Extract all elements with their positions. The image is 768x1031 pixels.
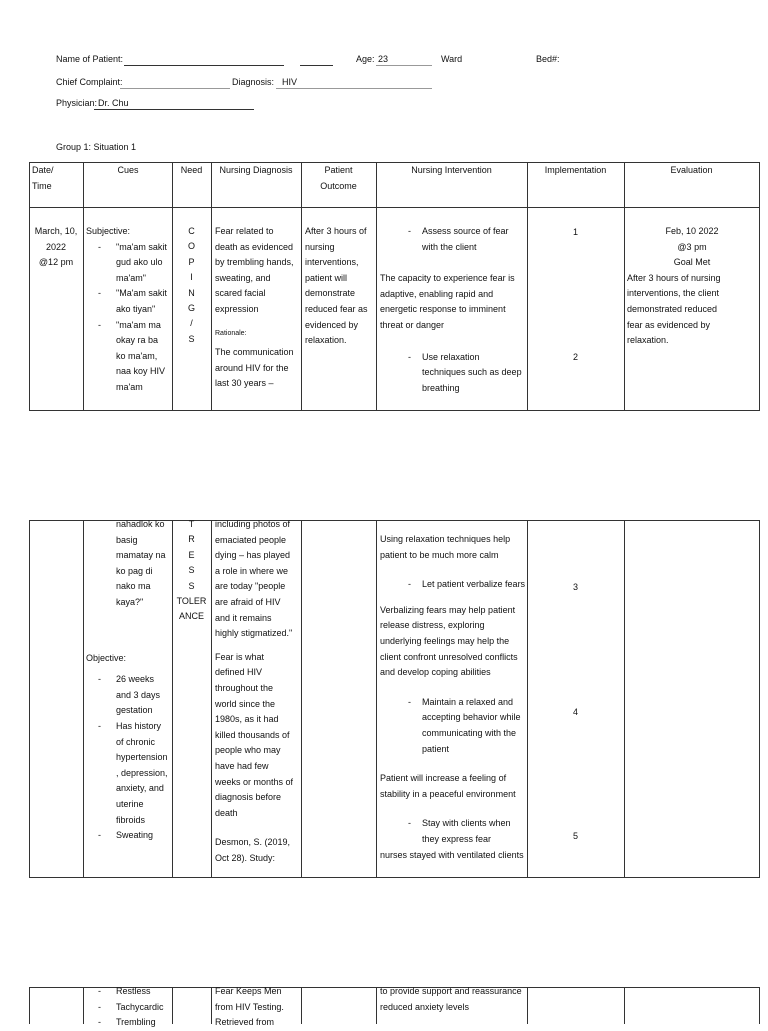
diagnosis-line: throughout the <box>215 682 274 693</box>
rationale-line: reduced anxiety levels <box>380 1001 470 1012</box>
cue-line: - "ma'am ma <box>86 318 172 334</box>
cue-line: - Sweating <box>86 828 172 844</box>
evaluation-line: fear as evidenced by <box>627 319 711 330</box>
diagnosis-value: HIV <box>282 77 298 87</box>
header-cues: Cues <box>117 165 139 175</box>
date-time-cell <box>29 224 83 271</box>
outcome-line: nursing <box>305 241 335 252</box>
intervention-line: - Stay with clients when <box>380 816 527 832</box>
rule <box>624 162 625 410</box>
header-need: Need <box>180 165 203 175</box>
diagnosis-line: death <box>215 807 238 818</box>
rule <box>172 987 173 1024</box>
physician-value: Dr. Chu <box>98 98 129 108</box>
outcome-line: reduced fear as <box>305 303 368 314</box>
diagnosis-line: expression <box>215 303 259 314</box>
subjective-title: Subjective: <box>86 226 131 236</box>
header-nursing-diagnosis: Nursing Diagnosis <box>219 165 293 175</box>
rule <box>29 520 30 877</box>
rule <box>211 162 212 410</box>
rationale-line: underlying feelings may help the <box>380 635 510 646</box>
need-letter: ANCE <box>178 611 204 622</box>
cue-line: gestation <box>116 705 153 716</box>
evaluation-line: Feb, 10 2022 <box>665 226 719 236</box>
intervention-line: communicating with the <box>422 727 517 738</box>
cue-line: uterine <box>116 798 144 809</box>
rule <box>301 987 302 1024</box>
cue-line: anxiety, and <box>116 783 164 794</box>
cue-line: mamatay na <box>116 550 166 561</box>
cue-line: - Tachycardic <box>86 1000 172 1016</box>
diagnosis-line: from HIV Testing. <box>215 1001 284 1012</box>
rationale-line: energetic response to imminent <box>380 304 506 315</box>
cue-line: kaya?" <box>116 596 144 607</box>
need-letter: E <box>188 549 195 560</box>
intervention-line: - Assess source of fear <box>380 224 527 240</box>
diagnosis-line: scared facial <box>215 288 266 299</box>
intervention-line: techniques such as deep <box>422 367 522 378</box>
need-letter: I <box>190 272 193 283</box>
implementation-number: 4 <box>572 707 578 717</box>
physician-label: Physician: <box>56 98 98 108</box>
diagnosis-line: are today "people <box>215 581 286 592</box>
diagnosis-line: by trembling hands, <box>215 257 294 268</box>
diagnosis-line: have had few <box>215 760 269 771</box>
objective-title: Objective: <box>86 652 127 663</box>
intervention-line: breathing <box>422 382 460 393</box>
intervention-line: - Let patient verbalize fears <box>380 577 527 593</box>
diagnosis-line: people who may <box>215 745 281 756</box>
header-patient-outcome: Patient Outcome <box>320 165 357 191</box>
intervention-line: they express fear <box>422 833 492 844</box>
name-of-patient-line <box>124 65 284 66</box>
need-letter: T <box>188 519 195 529</box>
rationale-line: patient to be much more calm <box>380 549 499 560</box>
rationale-line: and develop coping abilities <box>380 667 491 678</box>
cue-line: nahadlok ko <box>116 519 165 529</box>
cues-cell <box>86 224 172 396</box>
implementation-number: 1 <box>572 227 578 237</box>
cue-line: - Restless <box>86 984 172 1000</box>
age-value: 23 <box>378 54 389 64</box>
cue-line: gud ako ulo <box>116 257 163 268</box>
diagnosis-line: highly stigmatized." <box>215 628 293 639</box>
intervention-line: with the client <box>422 241 477 252</box>
rationale-line: Using relaxation techniques help <box>380 534 511 544</box>
nursing-intervention-cell-continued <box>380 532 527 863</box>
rule <box>759 987 760 1024</box>
cue-line: ko ma'am, <box>116 350 158 361</box>
patient-outcome-cell <box>305 224 376 349</box>
rule <box>376 987 377 1024</box>
rule <box>527 987 528 1024</box>
rationale-line: stability in a peaceful environment <box>380 788 516 799</box>
diagnosis-line: diagnosis before <box>215 792 282 803</box>
rule <box>624 987 625 1024</box>
evaluation-line: @3 pm <box>677 241 707 252</box>
evaluation-line: interventions, the client <box>627 288 720 299</box>
rule <box>83 520 84 877</box>
need-letter: TOLER <box>176 596 207 607</box>
rationale-line: Patient will increase a feeling of <box>380 773 507 784</box>
rule <box>211 520 212 877</box>
rule <box>29 410 760 411</box>
diagnosis-line: are afraid of HIV <box>215 596 281 607</box>
diagnosis-line: dying – has played <box>215 550 291 561</box>
cue-line: - "Ma'am sakit <box>86 286 172 302</box>
rationale-line: to provide support and reassurance <box>380 986 522 996</box>
cue-line: nako ma <box>116 581 151 592</box>
rationale-line: threat or danger <box>380 319 445 330</box>
cue-line: - "ma'am sakit <box>86 240 172 256</box>
need-letter: C <box>188 226 195 236</box>
diagnosis-line: weeks or months of <box>215 776 294 787</box>
rule <box>83 162 84 410</box>
need-letter: G <box>187 303 195 314</box>
outcome-line: interventions, <box>305 257 359 268</box>
date-line: 2022 <box>45 241 67 252</box>
cue-line: of chronic <box>116 736 156 747</box>
diagnosis-line: around HIV for the <box>215 362 289 373</box>
cue-line: and 3 days <box>116 689 161 700</box>
ward-label: Ward <box>441 54 463 64</box>
outcome-line: relaxation. <box>305 335 347 346</box>
rule <box>29 162 30 410</box>
evaluation-cell <box>627 224 757 349</box>
rationale-label: Rationale: <box>215 329 247 337</box>
citation-line: Desmon, S. (2019, <box>215 837 291 848</box>
rationale-line: Verbalizing fears may help patient <box>380 604 516 615</box>
rule <box>211 987 212 1024</box>
bed-label: Bed#: <box>536 54 560 64</box>
cue-line: ma'am" <box>116 272 146 283</box>
nursing-diagnosis-cell-continued <box>215 517 301 866</box>
cue-line: - Trembling <box>86 1015 172 1031</box>
date-line: March, 10, <box>34 226 78 236</box>
evaluation-line: After 3 hours of nursing <box>627 272 721 283</box>
diagnosis-line: Fear Keeps Men <box>215 986 282 996</box>
rule <box>301 162 302 410</box>
date-line: @12 pm <box>38 257 74 268</box>
outcome-line: demonstrate <box>305 288 356 299</box>
cue-line: - 26 weeks <box>86 672 172 688</box>
evaluation-line: demonstrated reduced <box>627 303 718 314</box>
rule <box>83 987 84 1024</box>
cue-line: basig <box>116 534 138 545</box>
diagnosis-line: including photos of <box>215 519 291 529</box>
outcome-line: After 3 hours of <box>305 226 367 236</box>
need-letter: / <box>190 318 193 329</box>
rule <box>29 207 760 208</box>
physician-line <box>94 109 254 110</box>
rule <box>29 877 760 878</box>
diagnosis-line <box>276 88 432 89</box>
chief-complaint-label: Chief Complaint: <box>56 77 123 87</box>
implementation-number: 2 <box>572 352 578 362</box>
diagnosis-label: Diagnosis: <box>232 77 275 87</box>
need-letter: R <box>188 534 195 545</box>
diagnosis-line: death as evidenced <box>215 241 294 252</box>
diagnosis-line: last 30 years – <box>215 378 274 389</box>
cue-line: ko pag di <box>116 565 153 576</box>
diagnosis-line: killed thousands of <box>215 729 290 740</box>
diagnosis-line: The communication <box>215 347 294 358</box>
diagnosis-line: Fear is what <box>215 651 265 662</box>
rule <box>376 520 377 877</box>
diagnosis-line: a role in where we <box>215 565 289 576</box>
diagnosis-line: world since the <box>215 698 276 709</box>
chief-complaint-line <box>120 88 230 89</box>
rule <box>759 162 760 410</box>
diagnosis-line: Retrieved from <box>215 1017 275 1028</box>
need-letter: O <box>187 241 195 252</box>
evaluation-line: relaxation. <box>627 335 669 346</box>
outcome-line: patient will <box>305 272 348 283</box>
rule <box>527 520 528 877</box>
cue-line: okay ra ba <box>116 335 159 346</box>
cue-line: - Has history <box>86 719 172 735</box>
rule <box>624 520 625 877</box>
rule <box>29 987 30 1024</box>
nursing-diagnosis-cell <box>215 224 301 392</box>
cue-line: fibroids <box>116 814 146 825</box>
need-cell <box>172 224 211 347</box>
citation-line: Oct 28). Study: <box>215 852 276 863</box>
rationale-line: The capacity to experience fear is <box>380 273 515 284</box>
diagnosis-line: emaciated people <box>215 534 287 545</box>
rule <box>759 520 760 877</box>
need-letter: S <box>188 333 195 344</box>
cue-line: ma'am <box>116 381 143 392</box>
intervention-line: accepting behavior while <box>422 712 521 723</box>
outcome-line: evidenced by <box>305 319 359 330</box>
age-label: Age: <box>356 54 375 64</box>
nursing-intervention-cell-page-3 <box>380 984 527 1015</box>
intervention-line: - Use relaxation <box>380 350 527 366</box>
rationale-line: client confront unresolved conflicts <box>380 651 518 662</box>
name-of-patient-label: Name of Patient: <box>56 54 124 64</box>
need-letter: P <box>188 256 195 267</box>
intervention-line: patient <box>422 743 450 754</box>
header-evaluation: Evaluation <box>670 165 713 175</box>
cue-line: hypertension <box>116 752 168 763</box>
rule <box>376 162 377 410</box>
cues-cell-continued <box>86 517 172 844</box>
diagnosis-line: 1980s, as it had <box>215 714 279 725</box>
implementation-number: 3 <box>572 582 578 592</box>
header-date-time: Date/ Time <box>32 165 54 191</box>
rule <box>527 162 528 410</box>
need-letter: S <box>188 580 195 591</box>
diagnosis-line: and it remains <box>215 612 272 623</box>
age-line <box>376 65 432 66</box>
implementation-number: 5 <box>572 831 578 841</box>
need-cell-continued <box>172 517 211 625</box>
nursing-intervention-cell <box>380 224 527 396</box>
cue-line: naa koy HIV <box>116 366 166 377</box>
rationale-line: adaptive, enabling rapid and <box>380 288 494 299</box>
diagnosis-line: Fear related to <box>215 226 274 236</box>
rule <box>301 520 302 877</box>
header-nursing-intervention: Nursing Intervention <box>411 165 492 175</box>
intervention-line: - Maintain a relaxed and <box>380 695 527 711</box>
need-letter: N <box>188 287 195 298</box>
diagnosis-line: sweating, and <box>215 272 271 283</box>
blank-line <box>300 65 333 66</box>
evaluation-line: Goal Met <box>673 257 711 268</box>
rationale-line: release distress, exploring <box>380 620 485 631</box>
header-implementation: Implementation <box>544 165 607 175</box>
rationale-line: nurses stayed with ventilated clients <box>380 849 524 860</box>
diagnosis-line: defined HIV <box>215 667 263 678</box>
group-situation: Group 1: Situation 1 <box>56 142 137 152</box>
cue-line: ako tiyan" <box>116 303 156 314</box>
need-letter: S <box>188 565 195 576</box>
cue-line: , depression, <box>116 767 168 778</box>
